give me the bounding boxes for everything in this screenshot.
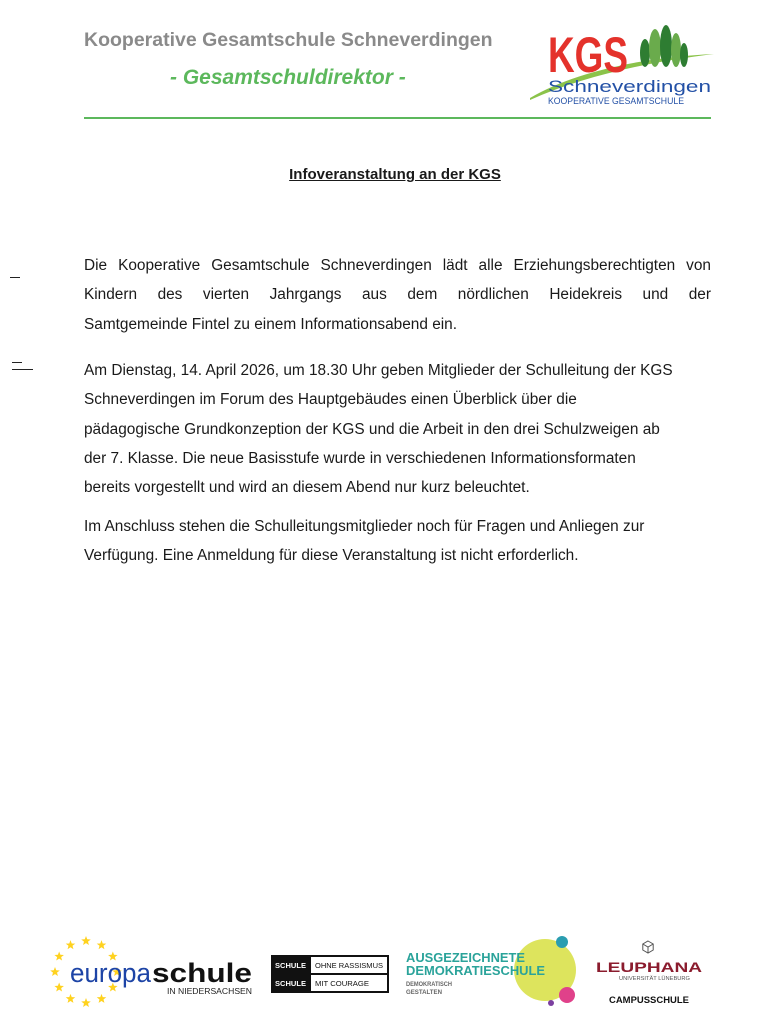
europaschule-word-europa: europa	[70, 958, 152, 988]
paragraph-closing	[84, 512, 711, 571]
paragraph-details	[84, 356, 711, 502]
star-icon	[54, 983, 64, 992]
text-line: Samtgemeinde Fintel zu einem Informationsabend ein.	[84, 315, 458, 333]
document-title: Infoveranstaltung an der KGS	[289, 166, 501, 183]
demokratie-circle-teal	[556, 936, 568, 948]
courage-logo	[271, 955, 389, 993]
text-line: Die Kooperative Gesamtschule Schneverdingen lädt alle Erziehungsberechtigten von	[84, 257, 711, 274]
letterhead-subtitle: - Gesamtschuldirektor -	[170, 66, 406, 89]
demokratieschule-logo	[406, 936, 576, 1006]
europaschule-logo	[50, 936, 252, 1007]
kgs-logo	[528, 25, 718, 110]
text-line: bereits vorgestellt und wird an diesem Abend nur kurz beleuchtet.	[84, 479, 530, 497]
demokratie-line2: DEMOKRATIESCHULE	[406, 964, 545, 978]
star-icon	[81, 936, 91, 945]
logo-town: Schneverdingen	[548, 77, 711, 96]
demokratie-sub2: GESTALTEN	[406, 989, 443, 996]
tree-shape	[680, 43, 688, 67]
text-line: Kindern des vierten Jahrgangs aus dem nördlichen Heidekreis und der	[84, 286, 711, 304]
courage-row2-left: SCHULE	[275, 981, 307, 988]
text-line: Am Dienstag, 14. April 2026, um 18.30 Uhr geben Mitglieder der Schulleitung der KGS	[84, 362, 673, 379]
star-icon	[97, 940, 107, 949]
fold-mark	[12, 362, 22, 363]
europaschule-region: IN NIEDERSACHSEN	[167, 987, 253, 996]
header-divider	[84, 117, 711, 119]
trees-icon	[640, 25, 688, 67]
text-line: Schneverdingen im Forum des Hauptgebäudes einen Überblick über die	[84, 391, 577, 409]
cube-edge	[643, 944, 653, 947]
demokratie-circle-pink	[559, 987, 575, 1003]
courage-row1-left: SCHULE	[275, 963, 307, 970]
logo-tagline: KOOPERATIVE GESAMTSCHULE	[548, 96, 684, 107]
cube-icon	[643, 941, 653, 953]
school-name: Kooperative Gesamtschule Schneverdingen	[84, 29, 493, 51]
text-line: Im Anschluss stehen die Schulleitungsmitglieder noch für Fragen und Anliegen zur	[84, 518, 645, 535]
courage-row1-right: OHNE RASSISMUS	[315, 963, 384, 970]
star-icon	[97, 994, 107, 1003]
demokratie-circle-purple	[548, 1000, 554, 1006]
star-icon	[54, 952, 64, 961]
text-line: pädagogische Grundkonzeption der KGS und die Arbeit in den drei Schulzweigen ab	[84, 420, 660, 438]
star-icon	[66, 994, 76, 1003]
leuphana-name: LEUPHANA	[596, 959, 702, 975]
text-line: der 7. Klasse. Die neue Basisstufe wurde in verschiedenen Informationsformaten	[84, 449, 636, 467]
text-line: Verfügung. Eine Anmeldung für diese Veranstaltung ist nicht erforderlich.	[84, 547, 579, 565]
demokratie-sub1: DEMOKRATISCH	[406, 981, 453, 988]
leuphana-logo	[596, 941, 702, 1005]
demokratie-line1: AUSGEZEICHNETE	[406, 951, 525, 965]
tree-shape	[671, 33, 681, 67]
star-icon	[81, 998, 91, 1007]
star-icon	[50, 967, 60, 976]
logo-abbreviation: KGS	[548, 27, 628, 83]
tree-shape	[649, 29, 661, 67]
tree-shape	[640, 39, 650, 67]
footer-logos	[0, 930, 761, 1020]
paragraph-invitation	[84, 251, 711, 339]
fold-mark	[10, 277, 20, 278]
tree-shape	[660, 25, 672, 67]
punch-mark	[12, 369, 33, 370]
leuphana-subtitle: UNIVERSITÄT LÜNEBURG	[619, 976, 688, 982]
leuphana-badge: CAMPUSSCHULE	[609, 995, 689, 1005]
star-icon	[66, 940, 76, 949]
europaschule-word-schule: schule	[152, 958, 252, 988]
courage-row2-right: MIT COURAGE	[315, 981, 370, 988]
